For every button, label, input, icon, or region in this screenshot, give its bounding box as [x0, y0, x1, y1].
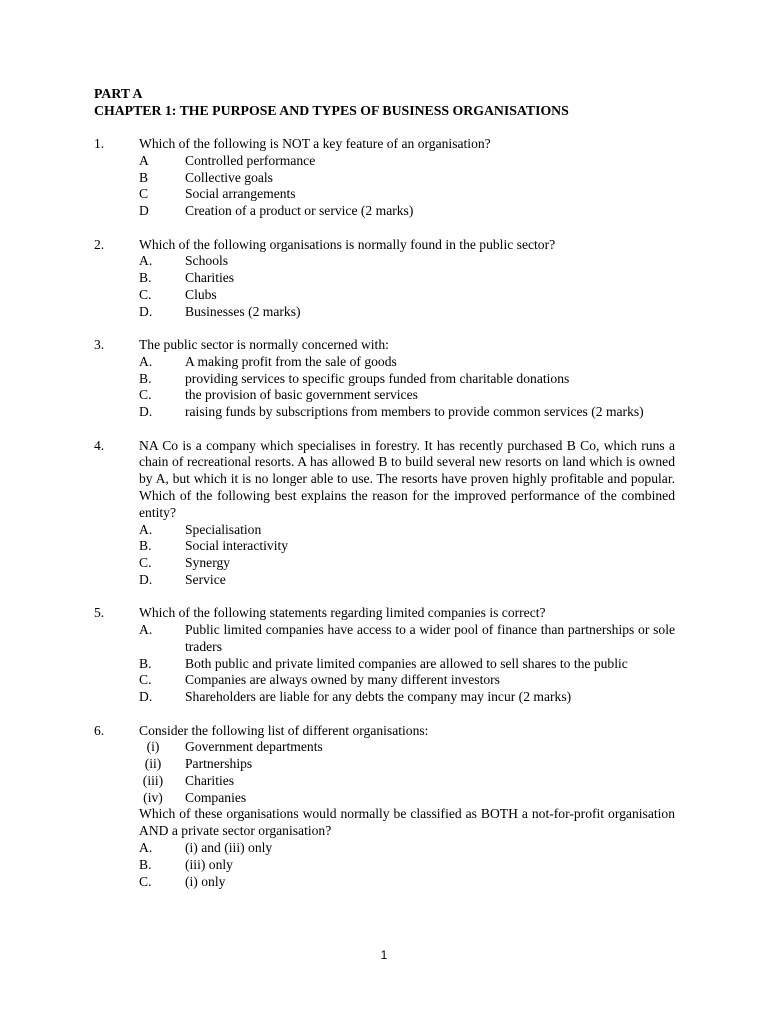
option-label: B. — [139, 856, 152, 872]
option — [139, 186, 675, 203]
option-text: Both public and private limited companies are allowed to sell shares to the public — [185, 655, 628, 671]
option — [139, 840, 675, 857]
option-label: C. — [139, 672, 152, 688]
option-text: A making profit from the sale of goods — [185, 353, 397, 369]
option — [139, 672, 675, 689]
question-5 — [94, 605, 675, 706]
question-number: 3. — [94, 337, 105, 353]
option — [139, 371, 675, 388]
option — [139, 153, 675, 170]
list-item — [139, 739, 675, 756]
question-text: Which of the following organisations is normally found in the public sector? — [139, 236, 556, 252]
option-text: Controlled performance — [185, 152, 316, 168]
option — [139, 572, 675, 589]
option — [139, 170, 675, 187]
option-label: B. — [139, 270, 152, 286]
option — [139, 287, 675, 304]
option — [139, 404, 675, 421]
option-text: Shareholders are liable for any debts the company may incur (2 marks) — [185, 689, 572, 705]
list-item — [139, 773, 675, 790]
question-number: 1. — [94, 136, 105, 152]
option-label: D — [139, 203, 149, 219]
option-label: C. — [139, 387, 152, 403]
option-label: B — [139, 169, 149, 185]
question-text: NA Co is a company which specialises in forestry. It has recently purchased B Co, which runs a chain of recreational resorts. A has allowed B to build several new resorts on land which is owned by A, but which it is no longer able to use. The resorts have proven highly profitable and popular. Which of the following best explains the reason for the improved performance of the combined entity? — [139, 437, 675, 520]
list-item — [139, 756, 675, 773]
item-text: Partnerships — [185, 756, 253, 772]
option — [139, 656, 675, 673]
question-text: The public sector is normally concerned with: — [139, 337, 389, 353]
option-text: Specialisation — [185, 521, 262, 537]
question-text-continued: Which of these organisations would normally be classified as BOTH a not-for-profit organisation AND a private sector organisation? — [139, 806, 675, 839]
page-number: 1 — [380, 948, 388, 962]
option-text: Charities — [185, 270, 235, 286]
option — [139, 555, 675, 572]
question-number: 5. — [94, 605, 105, 621]
question-6 — [94, 723, 675, 891]
option-label: B. — [139, 655, 152, 671]
option — [139, 253, 675, 270]
question-text: Consider the following list of different organisations: — [139, 722, 429, 738]
list-item — [139, 790, 675, 807]
question-4 — [94, 438, 675, 589]
item-label: (ii) — [144, 756, 162, 772]
option-text: (i) and (iii) only — [185, 840, 273, 856]
option-text: raising funds by subscriptions from members to provide common services (2 marks) — [185, 404, 644, 420]
option — [139, 522, 675, 539]
option — [139, 354, 675, 371]
option-label: D. — [139, 303, 153, 319]
question-1 — [94, 136, 675, 220]
question-number: 4. — [94, 437, 105, 453]
question-text: Which of the following is NOT a key feature of an organisation? — [139, 136, 491, 152]
question-number: 6. — [94, 722, 105, 738]
option-label: B. — [139, 538, 152, 554]
option — [139, 622, 675, 656]
option-label: D. — [139, 404, 153, 420]
option — [139, 203, 675, 220]
question-3 — [94, 337, 675, 421]
question-number: 2. — [94, 236, 105, 252]
option-text: Clubs — [185, 286, 217, 302]
option — [139, 270, 675, 287]
option-label: C. — [139, 873, 152, 889]
option-text: Service — [185, 571, 226, 587]
item-label: (i) — [146, 739, 160, 755]
option-text: Schools — [185, 253, 229, 269]
option-label: D. — [139, 689, 153, 705]
option — [139, 304, 675, 321]
option-text: Social interactivity — [185, 538, 289, 554]
option-text: Creation of a product or service (2 marks) — [185, 203, 414, 219]
option-text: Companies are always owned by many different investors — [185, 672, 500, 688]
item-label: (iv) — [143, 789, 163, 805]
option — [139, 689, 675, 706]
option-text: Collective goals — [185, 169, 273, 185]
option-text: providing services to specific groups funded from charitable donations — [185, 370, 570, 386]
option-label: C — [139, 186, 149, 202]
question-2 — [94, 237, 675, 321]
option-label: A — [139, 152, 149, 168]
option-text: Businesses (2 marks) — [185, 303, 301, 319]
question-text: Which of the following statements regarding limited companies is correct? — [139, 605, 546, 621]
option-label: A. — [139, 840, 153, 856]
item-text: Government departments — [185, 739, 323, 755]
option-text: (iii) only — [185, 856, 233, 872]
part-heading: PART A — [94, 86, 143, 101]
option-label: D. — [139, 571, 153, 587]
option-text: (i) only — [185, 873, 226, 889]
option-label: B. — [139, 370, 152, 386]
option — [139, 857, 675, 874]
option-text: the provision of basic government services — [185, 387, 418, 403]
option-label: A. — [139, 622, 153, 638]
option-label: C. — [139, 555, 152, 571]
option-text: Social arrangements — [185, 186, 296, 202]
item-text: Charities — [185, 772, 235, 788]
option-text: Synergy — [185, 555, 231, 571]
option-label: C. — [139, 286, 152, 302]
option — [139, 874, 675, 891]
document-page — [94, 86, 675, 890]
item-text: Companies — [185, 789, 247, 805]
option-text: Public limited companies have access to a wider pool of finance than partnerships or sole traders — [185, 622, 675, 654]
option-label: A. — [139, 521, 153, 537]
option-label: A. — [139, 353, 153, 369]
option — [139, 387, 675, 404]
item-label: (iii) — [142, 772, 164, 788]
chapter-heading: CHAPTER 1: THE PURPOSE AND TYPES OF BUSINESS ORGANISATIONS — [94, 102, 569, 118]
option-label: A. — [139, 253, 153, 269]
option — [139, 538, 675, 555]
